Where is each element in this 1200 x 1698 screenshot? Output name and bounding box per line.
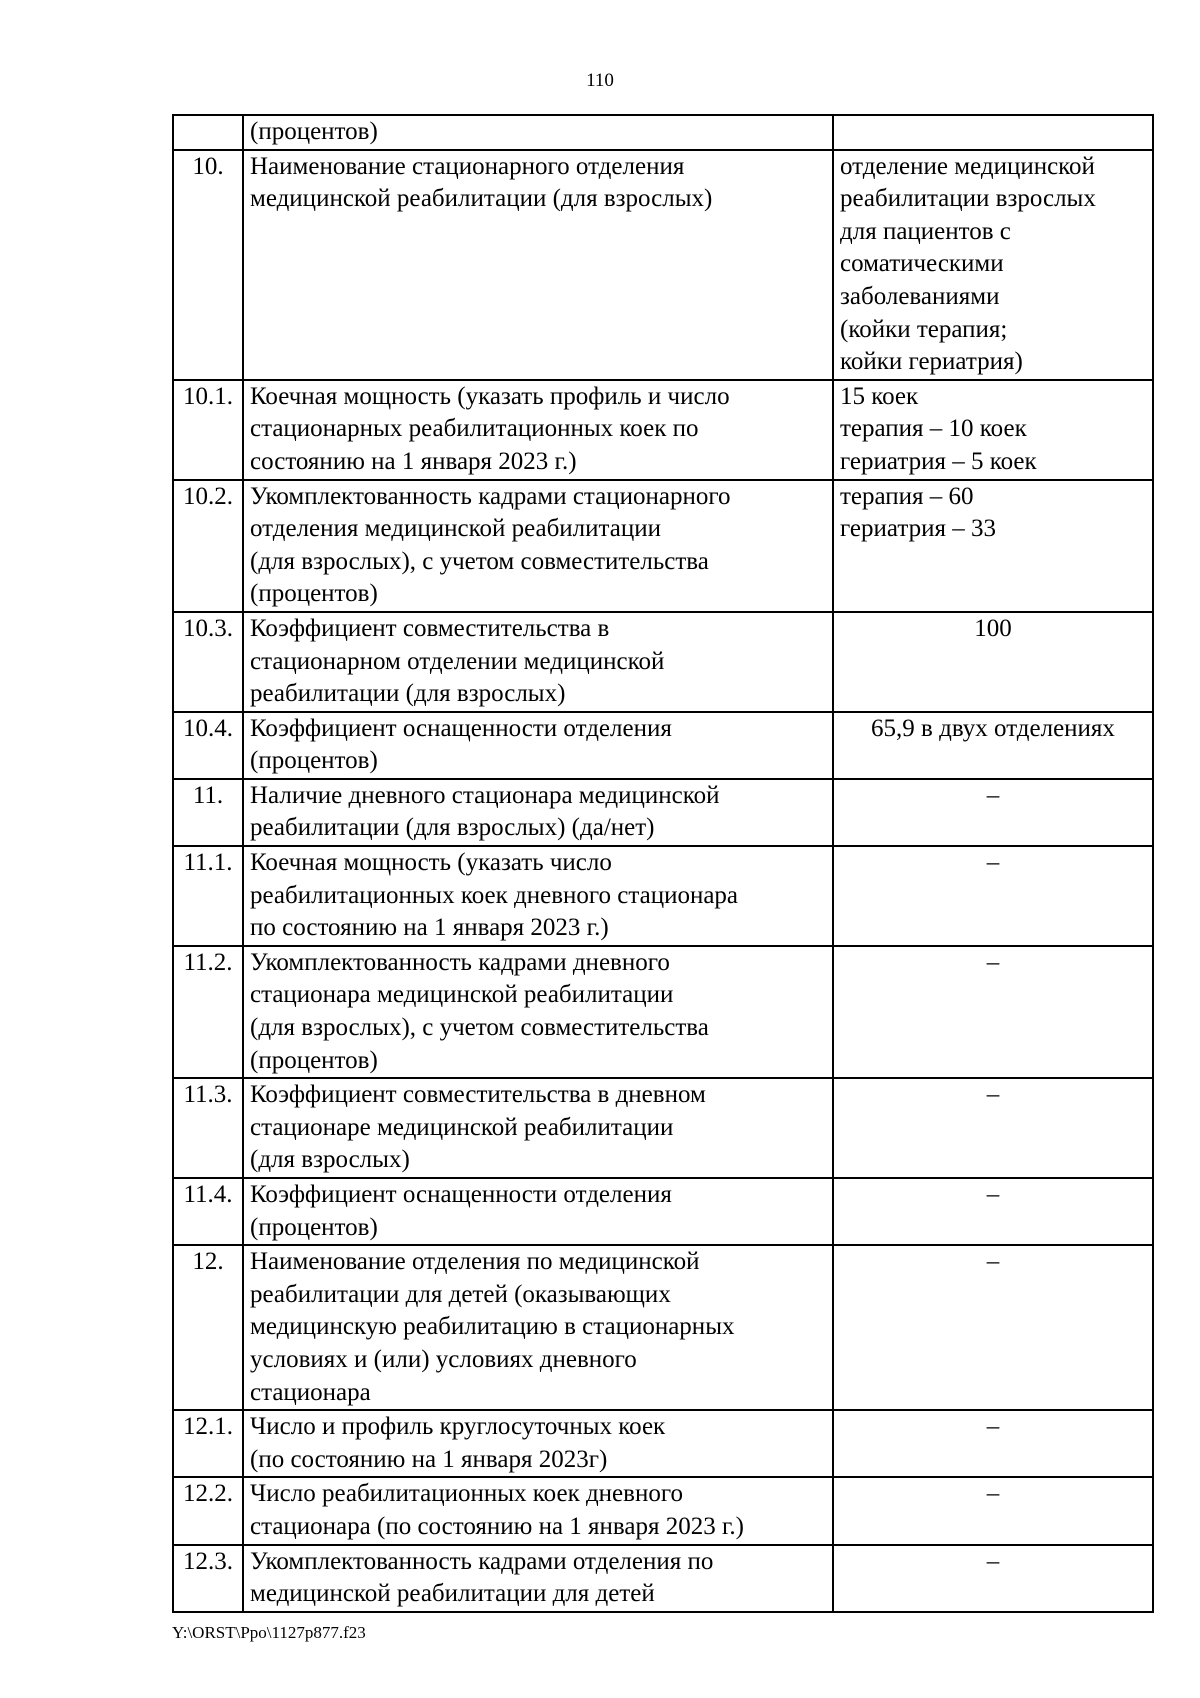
description-line: Коэффициент оснащенности отделения <box>250 714 672 742</box>
table-row <box>173 1477 1153 1544</box>
description-line: (по состоянию на 1 января 2023г) <box>250 1445 608 1473</box>
value-line: 65,9 в двух отделениях <box>871 714 1115 742</box>
value-line: для пациентов с <box>840 217 1011 245</box>
value-line: – <box>986 1413 1000 1441</box>
table-row <box>173 115 1153 150</box>
description-line: отделения медицинской реабилитации <box>250 515 661 543</box>
table-row <box>173 380 1153 480</box>
description-cell <box>243 150 833 380</box>
row-number-cell: 10.1. <box>173 380 243 480</box>
description-line: Число и профиль круглосуточных коек <box>250 1413 666 1441</box>
value-cell <box>833 712 1153 779</box>
description-cell <box>243 1078 833 1178</box>
row-number-cell: 10.2. <box>173 480 243 612</box>
description-cell <box>243 946 833 1078</box>
description-line: (процентов) <box>250 118 378 145</box>
description-line: стационара медицинской реабилитации <box>250 981 674 1009</box>
description-cell <box>243 115 833 150</box>
description-line: медицинской реабилитации для детей <box>250 1580 655 1608</box>
description-line: Коэффициент совместительства в <box>250 614 610 642</box>
description-cell <box>243 1245 833 1410</box>
value-cell <box>833 380 1153 480</box>
description-line: (для взрослых) <box>250 1146 410 1174</box>
table-row <box>173 612 1153 712</box>
value-cell <box>833 779 1153 846</box>
description-cell <box>243 1545 833 1612</box>
description-cell <box>243 846 833 946</box>
value-line: койки гериатрия) <box>840 348 1023 376</box>
value-line: – <box>986 1081 1000 1109</box>
description-line: Наименование стационарного отделения <box>250 152 685 180</box>
description-line: состоянию на 1 января 2023 г.) <box>250 447 577 475</box>
description-line: (процентов) <box>250 747 378 775</box>
description-line: Укомплектованность кадрами стационарного <box>250 482 731 510</box>
value-line: соматическими <box>840 250 1004 278</box>
description-line: стационарном отделении медицинской <box>250 647 665 675</box>
value-cell <box>833 480 1153 612</box>
value-line: отделение медицинской <box>840 152 1095 180</box>
value-line: – <box>986 948 1000 976</box>
description-line: (процентов) <box>250 1213 378 1241</box>
description-line: Наличие дневного стационара медицинской <box>250 781 720 809</box>
row-number-cell: 10.4. <box>173 712 243 779</box>
row-number-cell: 12.3. <box>173 1545 243 1612</box>
table-row <box>173 846 1153 946</box>
description-line: медицинскую реабилитацию в стационарных <box>250 1313 735 1341</box>
description-line: (для взрослых), с учетом совместительства <box>250 547 709 575</box>
row-number-cell: 11.2. <box>173 946 243 1078</box>
value-cell <box>833 846 1153 946</box>
description-line: стационара (по состоянию на 1 января 2023 г.) <box>250 1512 745 1540</box>
value-cell <box>833 1545 1153 1612</box>
value-line: – <box>986 1547 1000 1575</box>
row-number-cell: 12. <box>173 1245 243 1410</box>
row-number-cell <box>173 115 243 150</box>
row-number-cell: 11.4. <box>173 1178 243 1245</box>
description-cell <box>243 1410 833 1477</box>
description-line: Коечная мощность (указать число <box>250 849 612 877</box>
value-cell <box>833 150 1153 380</box>
table-row <box>173 1410 1153 1477</box>
description-line: стационара <box>250 1378 371 1406</box>
description-line: (для взрослых), с учетом совместительства <box>250 1014 709 1042</box>
description-line: условиях и (или) условиях дневного <box>250 1345 637 1373</box>
description-line: Коэффициент совместительства в дневном <box>250 1081 706 1109</box>
row-number-cell: 10. <box>173 150 243 380</box>
rehabilitation-table <box>172 114 1154 1613</box>
value-line <box>840 116 1146 149</box>
document-table-wrapper <box>172 114 1152 1613</box>
description-line: Коэффициент оснащенности отделения <box>250 1181 672 1208</box>
row-number-cell: 11.3. <box>173 1078 243 1178</box>
description-line: реабилитации для детей (оказывающих <box>250 1280 671 1308</box>
value-line: (койки терапия; <box>840 315 1008 343</box>
row-number-cell: 10.3. <box>173 612 243 712</box>
description-line: реабилитационных коек дневного стационара <box>250 881 739 909</box>
description-line: Коечная мощность (указать профиль и число <box>250 382 730 410</box>
value-line: 100 <box>974 614 1012 642</box>
value-line: терапия – 60 <box>840 482 974 510</box>
row-number-cell: 12.1. <box>173 1410 243 1477</box>
value-line: гериатрия – 5 коек <box>840 447 1037 475</box>
description-line: Число реабилитационных коек дневного <box>250 1480 683 1508</box>
value-line: 15 коек <box>840 382 919 410</box>
value-line: терапия – 10 коек <box>840 415 1027 443</box>
table-body <box>173 115 1153 1612</box>
value-cell <box>833 946 1153 1078</box>
row-number-cell: 11.1. <box>173 846 243 946</box>
row-number-cell: 11. <box>173 779 243 846</box>
description-line: реабилитации (для взрослых) (да/нет) <box>250 814 655 842</box>
description-cell <box>243 779 833 846</box>
value-line: – <box>986 1248 1000 1276</box>
description-line: реабилитации (для взрослых) <box>250 680 566 708</box>
table-row <box>173 946 1153 1078</box>
value-cell <box>833 1178 1153 1245</box>
table-row <box>173 1178 1153 1245</box>
table-row <box>173 1078 1153 1178</box>
value-cell <box>833 612 1153 712</box>
value-line: – <box>986 781 1000 809</box>
value-line: гериатрия – 33 <box>840 515 996 543</box>
table-row <box>173 712 1153 779</box>
file-path-footer: Y:\ORST\Ppo\1127p877.f23 <box>172 1623 366 1642</box>
description-line: (процентов) <box>250 1046 378 1074</box>
description-line: стационарных реабилитационных коек по <box>250 415 699 443</box>
description-line: стационаре медицинской реабилитации <box>250 1113 674 1141</box>
table-row <box>173 1545 1153 1612</box>
description-line: (процентов) <box>250 580 378 608</box>
value-line: реабилитации взрослых <box>840 185 1096 213</box>
description-line: Укомплектованность кадрами отделения по <box>250 1547 714 1575</box>
table-row <box>173 480 1153 612</box>
description-cell <box>243 480 833 612</box>
value-line: – <box>986 1181 1000 1208</box>
description-line: по состоянию на 1 января 2023 г.) <box>250 914 609 942</box>
description-cell <box>243 612 833 712</box>
value-line: – <box>986 849 1000 877</box>
description-line: Наименование отделения по медицинской <box>250 1248 700 1276</box>
value-line: заболеваниями <box>840 282 1000 310</box>
description-line: Укомплектованность кадрами дневного <box>250 948 670 976</box>
value-cell <box>833 1477 1153 1544</box>
value-line: – <box>986 1480 1000 1508</box>
description-cell <box>243 380 833 480</box>
value-cell <box>833 1245 1153 1410</box>
row-number-cell: 12.2. <box>173 1477 243 1544</box>
value-cell <box>833 1410 1153 1477</box>
table-row <box>173 150 1153 380</box>
description-cell <box>243 1178 833 1245</box>
table-row <box>173 1245 1153 1410</box>
description-line: медицинской реабилитации (для взрослых) <box>250 185 713 213</box>
page-number: 110 <box>586 70 614 91</box>
value-cell <box>833 1078 1153 1178</box>
description-cell <box>243 712 833 779</box>
value-cell <box>833 115 1153 150</box>
table-row <box>173 779 1153 846</box>
description-cell <box>243 1477 833 1544</box>
